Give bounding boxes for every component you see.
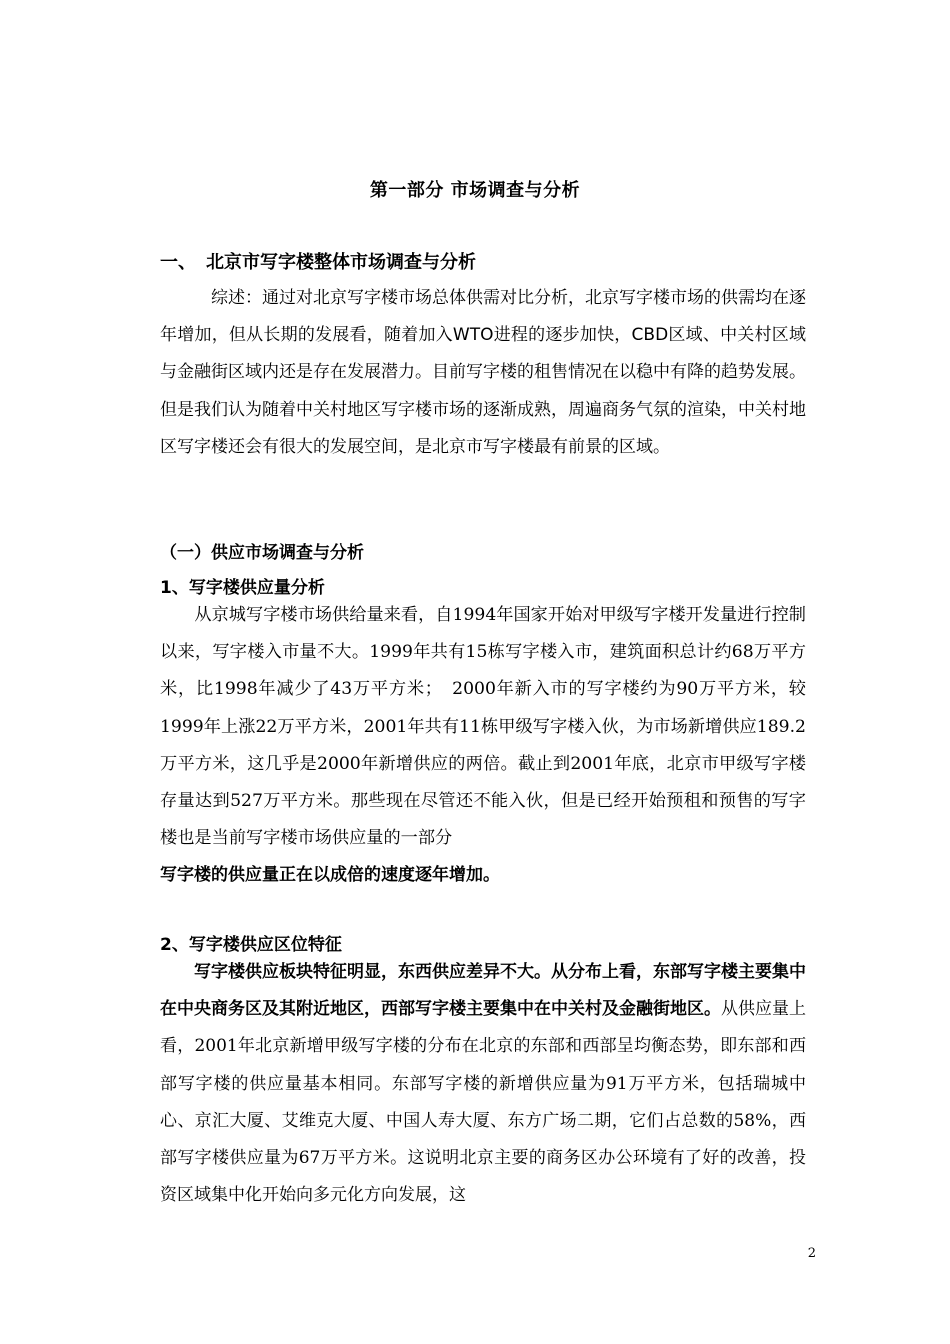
item2-body-text: 从供应量上看，2001年北京新增甲级写字楼的分布在北京的东部和西部呈均衡态势，即东部和西部写字楼的供应量基本相同。东部写字楼的新增供应量为91万平方米，包括瑞城中心、京汇大厦、艾维克大厦、中国人寿大厦、东方广场二期，它们占总数的58%，西部写字楼供应量为67万平方米。这说明北京主要的商务区办公环境有了好的改善，投资区域集中化开始向多元化方向发展，这 xyxy=(160,999,806,1206)
part-title: 第一部分 市场调查与分析 xyxy=(369,180,581,201)
section-title: 北京市写字楼整体市场调查与分析 xyxy=(206,252,476,273)
summary-paragraph: 综述：通过对北京写字楼市场总体供需对比分析，北京写字楼市场的供需均在逐年增加，但从长期的发展看，随着加入WTO进程的逐步加快，CBD区域、中关村区域与金融街区域内还是存在发展潜力。目前写字楼的租售情况在以稳中有降的趋势发展。但是我们认为随着中关村地区写字楼市场的逐渐成熟，周遍商务气氛的渲染，中关村地区写字楼还会有很大的发展空间，是北京市写字楼最有前景的区域。 xyxy=(160,288,806,457)
section-heading xyxy=(160,248,476,274)
section-number: 一、 xyxy=(160,252,196,273)
item1-paragraph: 从京城写字楼市场供给量来看，自1994年国家开始对甲级写字楼开发量进行控制以来，写字楼入市量不大。1999年共有15栋写字楼入市，建筑面积总计约68万平方米，比1998年减少了43万平方米； 2000年新入市的写字楼约为90万平方米，较1999年上涨22万平方米，2001年共有11栋甲级写字楼入伙，为市场新增供应189.2万平方米，这几乎是2000年新增供应的两倍。截止到2001年底，北京市甲级写字楼存量达到527万平方米。那些现在尽管还不能入伙，但是已经开始预租和预售的写字楼也是当前写字楼市场供应量的一部分 xyxy=(160,605,806,849)
item2-lead-paragraph xyxy=(160,954,806,1214)
item1-conclusion: 写字楼的供应量正在以成倍的速度逐年增加。 xyxy=(160,865,500,885)
subsection-heading: （一）供应市场调查与分析 xyxy=(160,543,364,563)
item1-heading: 1、写字楼供应量分析 xyxy=(160,578,325,598)
page-number: 2 xyxy=(807,1246,816,1261)
item2-lead-text: 写字楼供应板块特征明显，东西供应差异不大。从分布上看，东部写字楼主要集中在中央商务区及其附近地区，西部写字楼主要集中在中关村及金融街地区。 xyxy=(160,962,806,1020)
item2-heading: 2、写字楼供应区位特征 xyxy=(160,935,342,955)
